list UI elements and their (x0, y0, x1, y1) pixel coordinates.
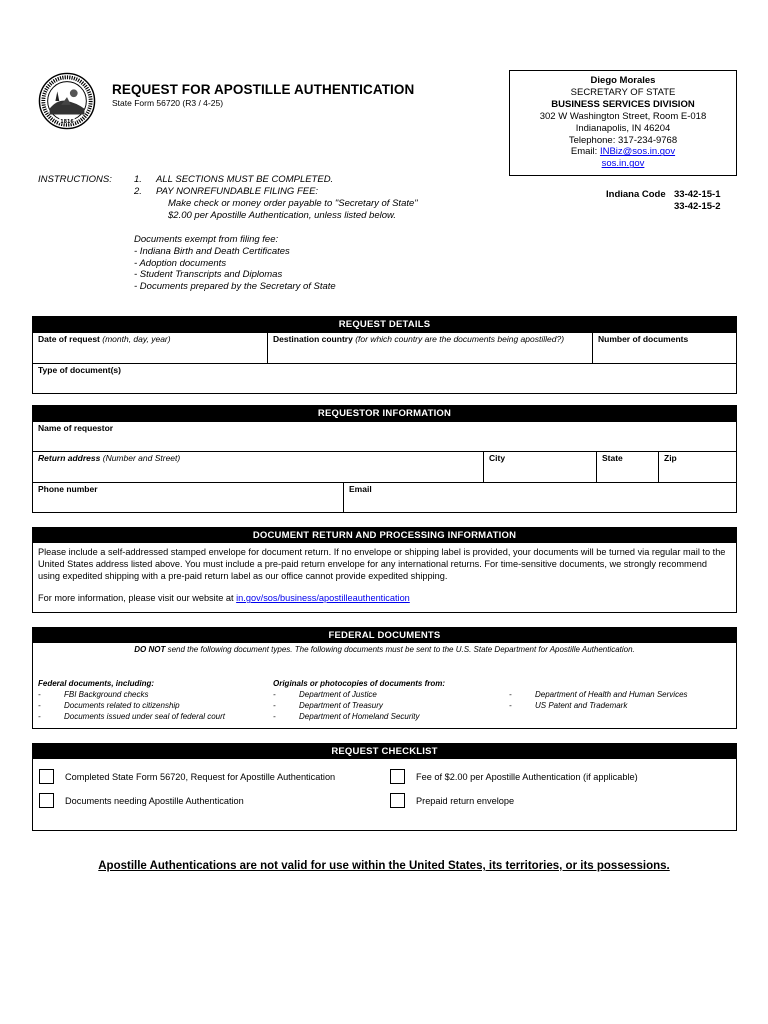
office-email-label: Email: (570, 146, 598, 158)
checklist-item-fee (390, 769, 638, 784)
office-address: 302 W Washington Street, Room E-018 (539, 110, 707, 122)
date-hint: (month, day, year) (102, 334, 171, 344)
fee-line: Make check or money order payable to "Secretary of State" (168, 198, 418, 209)
instruction-item: ALL SECTIONS MUST BE COMPLETED. (156, 174, 334, 185)
indiana-code-values (674, 189, 720, 213)
exempt-item: - Adoption documents (134, 257, 227, 269)
return-label: Return address (38, 453, 101, 463)
office-contact-box (509, 70, 737, 176)
checklist-item-form (39, 769, 335, 784)
state-seal-logo (38, 72, 96, 130)
federal-list-item: - Documents related to citizenship (38, 701, 180, 710)
federal-list-item: - FBI Background checks (38, 690, 149, 699)
federal-heading: FEDERAL DOCUMENTS (33, 628, 736, 643)
return-paragraph: Please include a self-addressed stamped envelope for document return. If no envelope or shipping label is provided, your documents will be turned via regular mail to the United States address listed above. You must include a pre-paid return envelope for any international returns. For time-sensitive documents, we strongly recommend using expedited shipping with a pre-paid return label as our office cannot provide expedited shipping. (38, 547, 726, 581)
return-heading: DOCUMENT RETURN AND PROCESSING INFORMATION (33, 528, 736, 543)
checklist-label: Documents needing Apostille Authentication (65, 795, 244, 806)
federal-list-item: - Department of Homeland Security (273, 712, 420, 721)
office-telephone: Telephone: 317-234-9768 (568, 134, 678, 146)
office-website-link[interactable]: sos.in.gov (601, 158, 645, 170)
exempt-item: - Documents prepared by the Secretary of State (134, 281, 336, 293)
number-label: Number of documents (598, 334, 689, 344)
federal-list-item: - Department of Treasury (273, 701, 383, 710)
office-title: SECRETARY OF STATE (570, 86, 676, 98)
federal-list-item: - Department of Health and Human Services (509, 690, 688, 699)
state-label: State (602, 453, 623, 463)
indiana-code-2: 33-42-15-2 (674, 201, 721, 212)
exempt-list (134, 246, 336, 293)
number-of-documents-field[interactable] (592, 333, 736, 363)
checklist-label: Completed State Form 56720, Request for Apostille Authentication (65, 771, 336, 782)
request-checklist-section (32, 743, 737, 831)
city-field[interactable] (483, 452, 596, 482)
instruction-item: PAY NONREFUNDABLE FILING FEE: (156, 185, 319, 197)
return-address-field[interactable] (33, 452, 483, 482)
email-field[interactable] (343, 483, 736, 512)
federal-col2-title: Originals or photocopies of documents from: (273, 679, 446, 688)
checklist-label: Prepaid return envelope (416, 795, 515, 806)
type-of-documents-field[interactable] (33, 364, 736, 393)
office-name: Diego Morales (590, 75, 656, 86)
federal-list-item: - Department of Justice (273, 690, 377, 699)
checkbox-form[interactable] (39, 769, 54, 784)
seal-year: 1816 (60, 119, 74, 125)
federal-col1-title: Federal documents, including: (38, 679, 155, 688)
federal-note-text: send the following document types. The following documents must be sent to the U.S. State Department for Apostille Authentication. (167, 645, 635, 654)
federal-list-item: - US Patent and Trademark (509, 701, 628, 710)
date-label: Date of request (38, 334, 100, 344)
more-info-line (33, 582, 736, 604)
requestor-heading: REQUESTOR INFORMATION (33, 406, 736, 421)
instructions-label: INSTRUCTIONS: (38, 174, 112, 185)
exempt-item: - Student Transcripts and Diplomas (134, 269, 283, 281)
fee-line: $2.00 per Apostille Authentication, unless listed below. (168, 209, 396, 221)
email-label: Email (349, 484, 372, 494)
instruction-number: 2. (134, 185, 142, 197)
checklist-heading: REQUEST CHECKLIST (33, 744, 736, 759)
date-of-request-field[interactable] (33, 333, 267, 363)
destination-country-field[interactable] (267, 333, 592, 363)
fee-details (168, 198, 418, 221)
federal-documents-section (32, 627, 737, 729)
office-city: Indianapolis, IN 46204 (575, 122, 671, 134)
form-number: State Form 56720 (R3 / 4-25) (112, 98, 224, 108)
more-info-text: For more information, please visit our website at (38, 593, 234, 603)
federal-column-2 (273, 678, 445, 722)
name-of-requestor-field[interactable] (33, 422, 736, 451)
destination-hint: (for which country are the documents being apostilled?) (355, 334, 565, 344)
federal-note-bold: DO NOT (134, 645, 166, 654)
name-label: Name of requestor (38, 423, 114, 433)
phone-number-field[interactable] (33, 483, 343, 512)
phone-label: Phone number (38, 484, 98, 494)
federal-list-item: - Documents issued under seal of federal court (38, 712, 225, 721)
destination-label: Destination country (273, 334, 353, 344)
apostille-website-link[interactable]: in.gov/sos/business/apostilleauthentication (236, 593, 410, 603)
instructions-numbers (134, 174, 142, 197)
instruction-number: 1. (134, 174, 142, 185)
checkbox-fee[interactable] (390, 769, 405, 784)
requestor-information-section (32, 405, 737, 513)
zip-label: Zip (664, 453, 677, 463)
checklist-label: Fee of $2.00 per Apostille Authentication (if applicable) (416, 771, 638, 782)
zip-field[interactable] (658, 452, 736, 482)
city-label: City (489, 453, 506, 463)
return-hint: (Number and Street) (102, 453, 181, 463)
state-field[interactable] (596, 452, 658, 482)
footer-note: Apostille Authentications are not valid for use within the United States, its territories, or its possessions. (98, 860, 670, 872)
form-title: REQUEST FOR APOSTILLE AUTHENTICATION (112, 82, 415, 97)
checkbox-envelope[interactable] (390, 793, 405, 808)
federal-column-3 (509, 689, 688, 711)
type-label: Type of document(s) (38, 365, 121, 375)
office-division: BUSINESS SERVICES DIVISION (551, 98, 695, 110)
federal-column-1 (38, 678, 225, 722)
indiana-code-1: 33-42-15-1 (674, 189, 721, 200)
exempt-item: - Indiana Birth and Death Certificates (134, 246, 290, 257)
checkbox-documents[interactable] (39, 793, 54, 808)
request-details-section (32, 316, 737, 394)
office-email-link[interactable]: INBiz@sos.in.gov (599, 146, 676, 158)
exempt-title: Documents exempt from filing fee: (134, 234, 279, 245)
document-return-section (32, 527, 737, 613)
checklist-item-envelope (390, 793, 514, 808)
request-details-heading: REQUEST DETAILS (33, 317, 736, 332)
indiana-code-label: Indiana Code (606, 189, 666, 200)
federal-note (33, 643, 736, 654)
instructions-items (156, 174, 333, 197)
checklist-item-documents (39, 793, 244, 808)
